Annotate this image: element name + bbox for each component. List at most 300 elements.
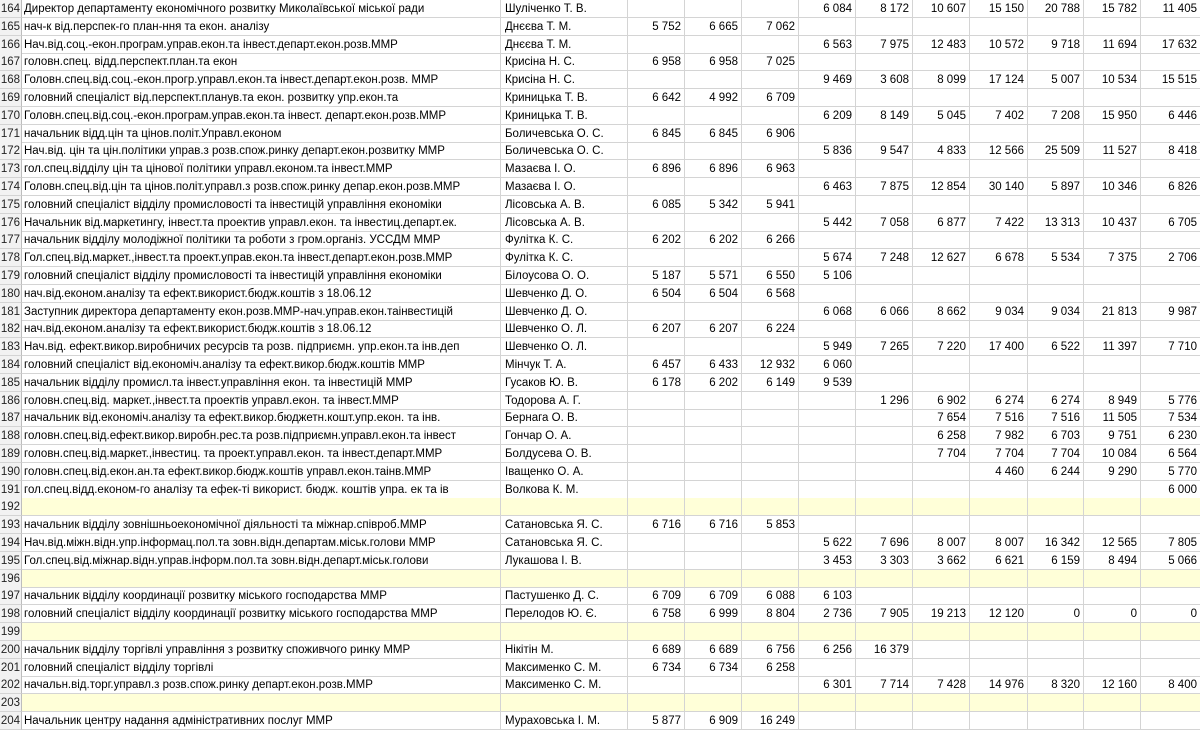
value-cell[interactable]: 6 703 (1028, 427, 1084, 445)
value-cell[interactable] (628, 107, 685, 125)
value-cell[interactable] (799, 481, 856, 499)
position-cell[interactable]: головн.спец.від.екон.ан.та ефект.викор.бюдж.коштів управл.екон.таінв.ММР (22, 463, 501, 481)
value-cell[interactable] (1028, 125, 1084, 143)
value-cell[interactable] (628, 214, 685, 232)
value-cell[interactable]: 5 853 (742, 516, 799, 534)
employee-name-cell[interactable]: Максименко С. М. (501, 659, 628, 677)
position-cell[interactable]: Головн.спец.від.соц.-екон.програм.управ.екон.та інвест. департ.екон.розв.ММР (22, 107, 501, 125)
value-cell[interactable] (685, 463, 742, 481)
row-number[interactable]: 197 (0, 587, 22, 605)
value-cell[interactable] (970, 125, 1028, 143)
value-cell[interactable] (1084, 267, 1141, 285)
row-number[interactable]: 188 (0, 427, 22, 445)
position-cell[interactable]: головний спеціаліст відділу промисловості та інвестицій управління економіки (22, 196, 501, 214)
value-cell[interactable] (628, 36, 685, 54)
value-cell[interactable]: 7 805 (1141, 534, 1200, 552)
value-cell[interactable] (628, 249, 685, 267)
value-cell[interactable]: 6 209 (799, 107, 856, 125)
value-cell[interactable] (742, 570, 799, 588)
employee-name-cell[interactable]: Фулітка К. С. (501, 231, 628, 249)
value-cell[interactable] (913, 498, 970, 516)
value-cell[interactable]: 6 709 (742, 89, 799, 107)
employee-name-cell[interactable] (501, 570, 628, 588)
value-cell[interactable] (1084, 587, 1141, 605)
row-number[interactable]: 191 (0, 481, 22, 499)
value-cell[interactable] (856, 427, 913, 445)
value-cell[interactable]: 6 457 (628, 356, 685, 374)
position-cell[interactable]: начальник від.економіч.аналізу та ефект.викор.бюджетн.кошт.упр.екон. та інв. (22, 409, 501, 427)
employee-name-cell[interactable]: Боличевська О. С. (501, 125, 628, 143)
value-cell[interactable] (628, 676, 685, 694)
value-cell[interactable] (685, 409, 742, 427)
employee-name-cell[interactable]: Шуліченко Т. В. (501, 0, 628, 18)
value-cell[interactable]: 6 734 (628, 659, 685, 677)
value-cell[interactable] (1141, 712, 1200, 730)
value-cell[interactable] (1028, 18, 1084, 36)
value-cell[interactable] (628, 623, 685, 641)
value-cell[interactable]: 6 463 (799, 178, 856, 196)
row-number[interactable]: 169 (0, 89, 22, 107)
position-cell[interactable]: Головн.спец.від.цін та цінов.політ.управл.з розв.спож.ринку депар.екон.розв.ММР (22, 178, 501, 196)
value-cell[interactable] (913, 53, 970, 71)
value-cell[interactable]: 7 696 (856, 534, 913, 552)
value-cell[interactable] (1028, 481, 1084, 499)
value-cell[interactable]: 6 734 (685, 659, 742, 677)
value-cell[interactable] (628, 552, 685, 570)
value-cell[interactable] (685, 623, 742, 641)
value-cell[interactable]: 2 736 (799, 605, 856, 623)
value-cell[interactable]: 7 402 (970, 107, 1028, 125)
row-number[interactable]: 184 (0, 356, 22, 374)
row-number[interactable]: 190 (0, 463, 22, 481)
value-cell[interactable]: 6 178 (628, 374, 685, 392)
value-cell[interactable]: 5 442 (799, 214, 856, 232)
employee-name-cell[interactable] (501, 694, 628, 712)
value-cell[interactable]: 8 172 (856, 0, 913, 18)
position-cell[interactable]: начальник відділу торгівлі управління з розвитку споживчого ринку ММР (22, 641, 501, 659)
value-cell[interactable]: 6 896 (628, 160, 685, 178)
value-cell[interactable] (856, 231, 913, 249)
value-cell[interactable] (1141, 285, 1200, 303)
value-cell[interactable]: 6 060 (799, 356, 856, 374)
value-cell[interactable] (913, 570, 970, 588)
value-cell[interactable]: 4 460 (970, 463, 1028, 481)
employee-name-cell[interactable]: Криницька Т. В. (501, 89, 628, 107)
value-cell[interactable]: 7 058 (856, 214, 913, 232)
value-cell[interactable] (913, 196, 970, 214)
value-cell[interactable]: 7 516 (970, 409, 1028, 427)
row-number[interactable]: 173 (0, 160, 22, 178)
value-cell[interactable] (1141, 694, 1200, 712)
value-cell[interactable] (1028, 641, 1084, 659)
value-cell[interactable] (1028, 570, 1084, 588)
value-cell[interactable] (628, 445, 685, 463)
value-cell[interactable] (799, 196, 856, 214)
value-cell[interactable] (1141, 18, 1200, 36)
row-number[interactable]: 194 (0, 534, 22, 552)
value-cell[interactable]: 6 906 (742, 125, 799, 143)
value-cell[interactable] (970, 374, 1028, 392)
value-cell[interactable]: 12 627 (913, 249, 970, 267)
value-cell[interactable] (1028, 285, 1084, 303)
value-cell[interactable] (799, 498, 856, 516)
value-cell[interactable]: 6 207 (685, 320, 742, 338)
row-number[interactable]: 201 (0, 659, 22, 677)
value-cell[interactable] (1141, 498, 1200, 516)
value-cell[interactable]: 11 527 (1084, 142, 1141, 160)
value-cell[interactable]: 5 776 (1141, 392, 1200, 410)
employee-name-cell[interactable]: Гусаков Ю. В. (501, 374, 628, 392)
value-cell[interactable] (799, 231, 856, 249)
value-cell[interactable]: 6 258 (913, 427, 970, 445)
value-cell[interactable]: 3 662 (913, 552, 970, 570)
value-cell[interactable] (970, 712, 1028, 730)
position-cell[interactable] (22, 570, 501, 588)
value-cell[interactable] (1084, 623, 1141, 641)
value-cell[interactable] (685, 338, 742, 356)
value-cell[interactable] (1028, 694, 1084, 712)
value-cell[interactable]: 8 494 (1084, 552, 1141, 570)
value-cell[interactable] (1141, 659, 1200, 677)
row-number[interactable]: 193 (0, 516, 22, 534)
value-cell[interactable] (742, 178, 799, 196)
employee-name-cell[interactable]: Перелодов Ю. Є. (501, 605, 628, 623)
value-cell[interactable] (799, 285, 856, 303)
value-cell[interactable]: 6 845 (628, 125, 685, 143)
value-cell[interactable]: 7 428 (913, 676, 970, 694)
row-number[interactable]: 178 (0, 249, 22, 267)
value-cell[interactable]: 6 963 (742, 160, 799, 178)
value-cell[interactable]: 9 539 (799, 374, 856, 392)
value-cell[interactable]: 6 568 (742, 285, 799, 303)
employee-name-cell[interactable]: Болдусева О. В. (501, 445, 628, 463)
value-cell[interactable] (685, 498, 742, 516)
employee-name-cell[interactable]: Шевченко О. Л. (501, 338, 628, 356)
value-cell[interactable]: 6 256 (799, 641, 856, 659)
value-cell[interactable] (856, 409, 913, 427)
value-cell[interactable] (970, 320, 1028, 338)
value-cell[interactable]: 7 534 (1141, 409, 1200, 427)
employee-name-cell[interactable] (501, 623, 628, 641)
row-number[interactable]: 203 (0, 694, 22, 712)
value-cell[interactable] (1028, 374, 1084, 392)
value-cell[interactable]: 7 208 (1028, 107, 1084, 125)
row-number[interactable]: 171 (0, 125, 22, 143)
value-cell[interactable]: 7 704 (1028, 445, 1084, 463)
position-cell[interactable] (22, 498, 501, 516)
value-cell[interactable] (913, 285, 970, 303)
value-cell[interactable]: 5 836 (799, 142, 856, 160)
value-cell[interactable] (799, 409, 856, 427)
position-cell[interactable]: нач.від.економ.аналізу та ефект.використ.бюдж.коштів з 18.06.12 (22, 320, 501, 338)
value-cell[interactable] (799, 320, 856, 338)
value-cell[interactable]: 6 563 (799, 36, 856, 54)
value-cell[interactable] (970, 481, 1028, 499)
value-cell[interactable]: 11 694 (1084, 36, 1141, 54)
value-cell[interactable] (742, 676, 799, 694)
value-cell[interactable] (628, 481, 685, 499)
value-cell[interactable]: 9 290 (1084, 463, 1141, 481)
value-cell[interactable] (1028, 498, 1084, 516)
value-cell[interactable]: 6 207 (628, 320, 685, 338)
value-cell[interactable] (742, 409, 799, 427)
value-cell[interactable] (1141, 641, 1200, 659)
value-cell[interactable] (1028, 659, 1084, 677)
value-cell[interactable] (970, 694, 1028, 712)
value-cell[interactable]: 6 274 (970, 392, 1028, 410)
row-number[interactable]: 175 (0, 196, 22, 214)
value-cell[interactable] (970, 356, 1028, 374)
value-cell[interactable] (799, 623, 856, 641)
value-cell[interactable] (1084, 196, 1141, 214)
value-cell[interactable]: 16 249 (742, 712, 799, 730)
position-cell[interactable] (22, 623, 501, 641)
value-cell[interactable] (1084, 285, 1141, 303)
value-cell[interactable] (1141, 125, 1200, 143)
value-cell[interactable] (856, 125, 913, 143)
value-cell[interactable] (742, 427, 799, 445)
value-cell[interactable]: 5 187 (628, 267, 685, 285)
value-cell[interactable] (685, 694, 742, 712)
position-cell[interactable]: Нач.від. цін та цін.політики управ.з розв.спож.ринку департ.екон.розвитку ММР (22, 142, 501, 160)
value-cell[interactable]: 6 716 (628, 516, 685, 534)
value-cell[interactable]: 7 220 (913, 338, 970, 356)
value-cell[interactable]: 8 320 (1028, 676, 1084, 694)
employee-name-cell[interactable]: Крисіна Н. С. (501, 71, 628, 89)
value-cell[interactable]: 8 007 (970, 534, 1028, 552)
value-cell[interactable]: 7 422 (970, 214, 1028, 232)
row-number[interactable]: 164 (0, 0, 22, 18)
value-cell[interactable] (628, 0, 685, 18)
value-cell[interactable] (628, 427, 685, 445)
value-cell[interactable] (913, 587, 970, 605)
value-cell[interactable] (856, 374, 913, 392)
employee-name-cell[interactable]: Білоусова О. О. (501, 267, 628, 285)
value-cell[interactable]: 15 150 (970, 0, 1028, 18)
value-cell[interactable] (970, 659, 1028, 677)
row-number[interactable]: 189 (0, 445, 22, 463)
value-cell[interactable] (856, 53, 913, 71)
value-cell[interactable] (856, 659, 913, 677)
value-cell[interactable] (742, 694, 799, 712)
row-number[interactable]: 176 (0, 214, 22, 232)
value-cell[interactable]: 4 992 (685, 89, 742, 107)
value-cell[interactable]: 6 159 (1028, 552, 1084, 570)
value-cell[interactable] (1084, 125, 1141, 143)
value-cell[interactable]: 6 678 (970, 249, 1028, 267)
value-cell[interactable] (970, 231, 1028, 249)
value-cell[interactable] (742, 623, 799, 641)
row-number[interactable]: 174 (0, 178, 22, 196)
value-cell[interactable]: 5 877 (628, 712, 685, 730)
row-number[interactable]: 180 (0, 285, 22, 303)
value-cell[interactable] (742, 534, 799, 552)
position-cell[interactable]: начальн.від.торг.управл.з розв.спож.ринку департ.екон.розв.ММР (22, 676, 501, 694)
position-cell[interactable]: головний спеціаліст відділу торгівлі (22, 659, 501, 677)
value-cell[interactable]: 6 826 (1141, 178, 1200, 196)
value-cell[interactable] (856, 498, 913, 516)
employee-name-cell[interactable]: Крисіна Н. С. (501, 53, 628, 71)
value-cell[interactable]: 5 007 (1028, 71, 1084, 89)
row-number[interactable]: 185 (0, 374, 22, 392)
value-cell[interactable] (1141, 53, 1200, 71)
value-cell[interactable] (1084, 231, 1141, 249)
value-cell[interactable] (799, 427, 856, 445)
value-cell[interactable]: 12 160 (1084, 676, 1141, 694)
value-cell[interactable] (1028, 89, 1084, 107)
position-cell[interactable]: Нач.від.соц.-екон.програм.управ.екон.та інвест.департ.екон.розв.ММР (22, 36, 501, 54)
value-cell[interactable] (856, 160, 913, 178)
row-number[interactable]: 166 (0, 36, 22, 54)
value-cell[interactable] (742, 338, 799, 356)
value-cell[interactable] (1141, 267, 1200, 285)
value-cell[interactable]: 6 202 (685, 231, 742, 249)
position-cell[interactable]: Гол.спец.від.маркет.,інвест.та проект.управ.екон.та інвест.департ.екон.розв.ММР (22, 249, 501, 267)
value-cell[interactable] (742, 0, 799, 18)
position-cell[interactable]: Начальник від.маркетингу, інвест.та проектив управл.екон. та інвестиц.департ.ек. (22, 214, 501, 232)
position-cell[interactable]: гол.спец.відд.економ-го аналізу та ефек-ті використ. бюдж. коштів упра. ек та ів (22, 481, 501, 499)
value-cell[interactable]: 6 709 (685, 587, 742, 605)
value-cell[interactable] (1141, 196, 1200, 214)
row-number[interactable]: 167 (0, 53, 22, 71)
value-cell[interactable] (1028, 516, 1084, 534)
value-cell[interactable] (913, 89, 970, 107)
value-cell[interactable]: 3 453 (799, 552, 856, 570)
value-cell[interactable] (685, 481, 742, 499)
value-cell[interactable]: 12 120 (970, 605, 1028, 623)
value-cell[interactable]: 6 642 (628, 89, 685, 107)
value-cell[interactable]: 6 845 (685, 125, 742, 143)
value-cell[interactable]: 6 504 (685, 285, 742, 303)
value-cell[interactable] (685, 392, 742, 410)
value-cell[interactable] (1084, 516, 1141, 534)
value-cell[interactable] (799, 712, 856, 730)
value-cell[interactable]: 8 662 (913, 303, 970, 321)
value-cell[interactable]: 6 909 (685, 712, 742, 730)
value-cell[interactable]: 0 (1084, 605, 1141, 623)
value-cell[interactable]: 7 710 (1141, 338, 1200, 356)
value-cell[interactable] (913, 712, 970, 730)
value-cell[interactable]: 6 433 (685, 356, 742, 374)
value-cell[interactable]: 7 704 (970, 445, 1028, 463)
value-cell[interactable] (742, 498, 799, 516)
value-cell[interactable]: 6 202 (628, 231, 685, 249)
value-cell[interactable]: 5 897 (1028, 178, 1084, 196)
value-cell[interactable] (970, 160, 1028, 178)
value-cell[interactable]: 15 782 (1084, 0, 1141, 18)
employee-name-cell[interactable]: Шевченко Д. О. (501, 303, 628, 321)
value-cell[interactable]: 5 941 (742, 196, 799, 214)
value-cell[interactable]: 6 504 (628, 285, 685, 303)
employee-name-cell[interactable]: Іващенко О. А. (501, 463, 628, 481)
position-cell[interactable]: головний спеціаліст від.перспект.планув.та екон. розвитку упр.екон.та (22, 89, 501, 107)
position-cell[interactable]: головн.спец.від. маркет.,інвест.та проектів управл.екон. та інвест.ММР (22, 392, 501, 410)
value-cell[interactable]: 6 564 (1141, 445, 1200, 463)
value-cell[interactable] (1141, 374, 1200, 392)
employee-name-cell[interactable]: Мазаєва І. О. (501, 178, 628, 196)
value-cell[interactable]: 6 999 (685, 605, 742, 623)
value-cell[interactable]: 6 274 (1028, 392, 1084, 410)
value-cell[interactable]: 12 932 (742, 356, 799, 374)
value-cell[interactable]: 6 224 (742, 320, 799, 338)
value-cell[interactable] (856, 623, 913, 641)
value-cell[interactable]: 6 621 (970, 552, 1028, 570)
value-cell[interactable] (856, 463, 913, 481)
value-cell[interactable] (628, 392, 685, 410)
row-number[interactable]: 183 (0, 338, 22, 356)
value-cell[interactable] (742, 552, 799, 570)
value-cell[interactable]: 19 213 (913, 605, 970, 623)
value-cell[interactable]: 6 244 (1028, 463, 1084, 481)
value-cell[interactable]: 13 313 (1028, 214, 1084, 232)
value-cell[interactable] (685, 303, 742, 321)
value-cell[interactable]: 6 446 (1141, 107, 1200, 125)
value-cell[interactable]: 6 085 (628, 196, 685, 214)
value-cell[interactable] (856, 320, 913, 338)
employee-name-cell[interactable] (501, 498, 628, 516)
value-cell[interactable]: 8 099 (913, 71, 970, 89)
row-number[interactable]: 202 (0, 676, 22, 694)
row-number[interactable]: 192 (0, 498, 22, 516)
employee-name-cell[interactable]: Тодорова А. Г. (501, 392, 628, 410)
value-cell[interactable]: 6 301 (799, 676, 856, 694)
value-cell[interactable]: 7 905 (856, 605, 913, 623)
row-number[interactable]: 187 (0, 409, 22, 427)
employee-name-cell[interactable]: Пастушенко Д. С. (501, 587, 628, 605)
value-cell[interactable]: 10 437 (1084, 214, 1141, 232)
value-cell[interactable] (742, 463, 799, 481)
value-cell[interactable] (856, 196, 913, 214)
value-cell[interactable] (913, 694, 970, 712)
value-cell[interactable]: 5 770 (1141, 463, 1200, 481)
value-cell[interactable]: 5 674 (799, 249, 856, 267)
value-cell[interactable] (628, 338, 685, 356)
value-cell[interactable]: 6 066 (856, 303, 913, 321)
value-cell[interactable] (970, 587, 1028, 605)
position-cell[interactable]: нач-к від.перспек-го план-ння та екон. аналізу (22, 18, 501, 36)
value-cell[interactable] (628, 71, 685, 89)
value-cell[interactable] (1084, 89, 1141, 107)
value-cell[interactable]: 6 103 (799, 587, 856, 605)
value-cell[interactable]: 6 705 (1141, 214, 1200, 232)
value-cell[interactable]: 8 400 (1141, 676, 1200, 694)
value-cell[interactable] (970, 498, 1028, 516)
value-cell[interactable] (742, 481, 799, 499)
value-cell[interactable]: 11 397 (1084, 338, 1141, 356)
employee-name-cell[interactable]: Мінчук Т. А. (501, 356, 628, 374)
value-cell[interactable] (799, 392, 856, 410)
value-cell[interactable] (628, 142, 685, 160)
value-cell[interactable]: 0 (1028, 605, 1084, 623)
position-cell[interactable]: начальник відділу промисл.та інвест.управління екон. та інвестицій ММР (22, 374, 501, 392)
position-cell[interactable]: головний спеціаліст від.економіч.аналізу та ефект.викор.бюдж.коштів ММР (22, 356, 501, 374)
value-cell[interactable] (913, 641, 970, 659)
value-cell[interactable] (1028, 231, 1084, 249)
position-cell[interactable]: Гол.спец.від.міжнар.відн.управ.інформ.пол.та зовн.відн.департ.міськ.голови (22, 552, 501, 570)
value-cell[interactable]: 5 066 (1141, 552, 1200, 570)
value-cell[interactable] (628, 534, 685, 552)
value-cell[interactable] (913, 320, 970, 338)
employee-name-cell[interactable]: Сатановська Я. С. (501, 534, 628, 552)
value-cell[interactable]: 6 716 (685, 516, 742, 534)
value-cell[interactable]: 6 896 (685, 160, 742, 178)
value-cell[interactable] (799, 18, 856, 36)
value-cell[interactable] (1084, 356, 1141, 374)
value-cell[interactable]: 6 068 (799, 303, 856, 321)
row-number[interactable]: 186 (0, 392, 22, 410)
position-cell[interactable]: начальник відділу молодіжної політики та роботи з гром.організ. УССДМ ММР (22, 231, 501, 249)
value-cell[interactable] (913, 463, 970, 481)
